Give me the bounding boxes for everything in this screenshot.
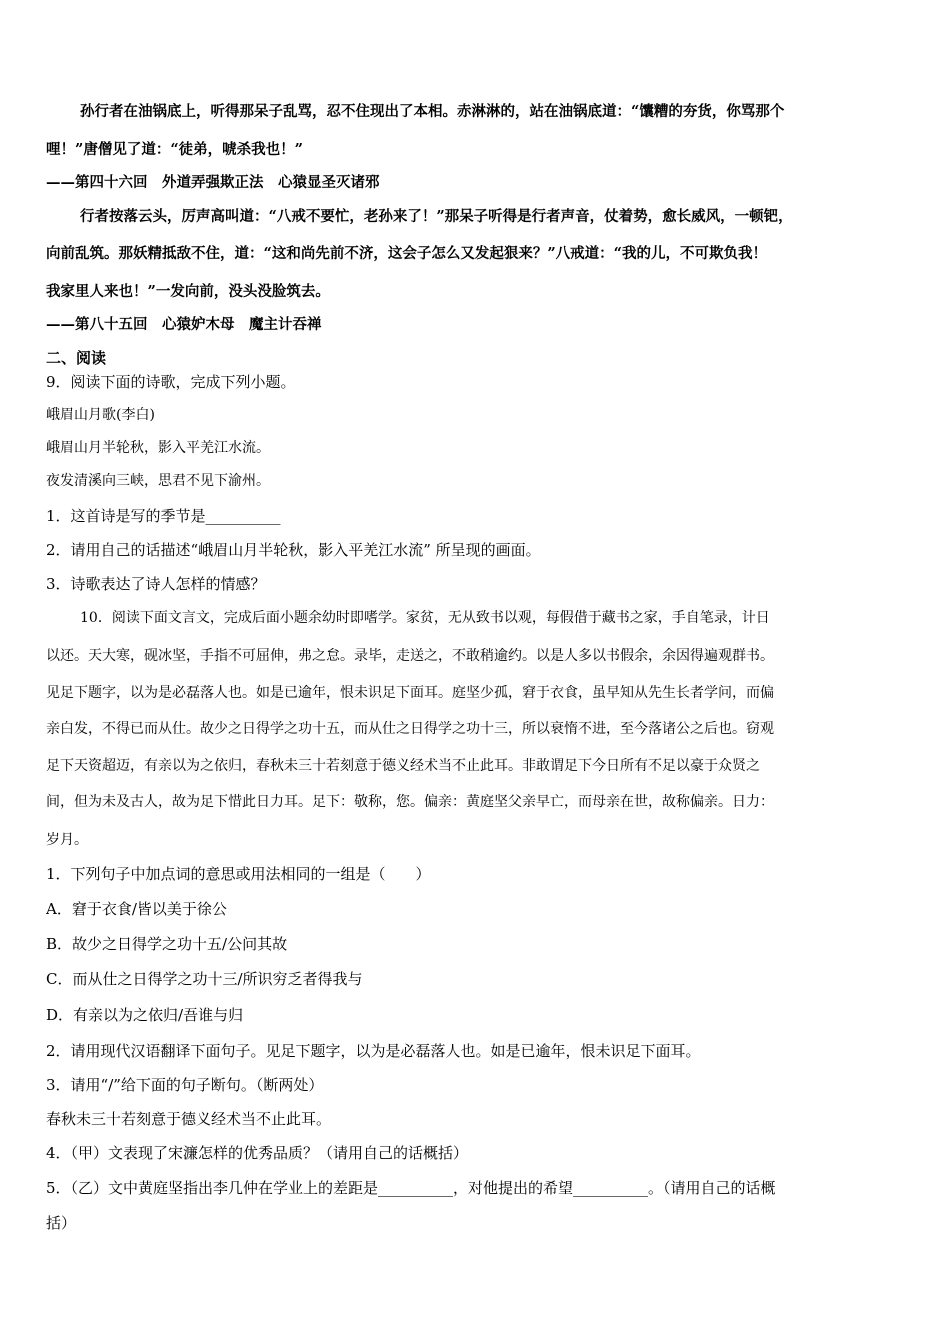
q10-text-line7: 岁月。 (46, 832, 88, 848)
q9-sub1: 1．这首诗是写的季节是__________ (46, 507, 281, 525)
passage1-para2-line3: 我家里人来也！”一发向前，没头没脸筑去。 (46, 283, 330, 300)
q9-prompt: 9．阅读下面的诗歌，完成下列小题。 (46, 373, 296, 391)
q10-text-line6: 间，但为未及古人，故为足下惜此日力耳。足下：敬称，您。偏亲：黄庭坚父亲早亡，而母亲在世，故称偏亲。日力： (46, 794, 774, 810)
q10-option-d: D．有亲以为之依归/吾谁与归 (46, 1006, 244, 1024)
q10-text-line2: 以还。天大寒，砚冰坚，手指不可屈伸，弗之怠。录毕，走送之，不敢稍逾约。以是人多以书假余，余因得遍观群书。 (46, 648, 774, 664)
q9-poem-line1: 峨眉山月半轮秋，影入平羌江水流。 (46, 440, 270, 456)
q9-sub2: 2．请用自己的话描述“峨眉山月半轮秋，影入平羌江水流” 所呈现的画面。 (46, 541, 541, 559)
q10-sub3-text: 春秋未三十若刻意于德义经术当不止此耳。 (46, 1110, 332, 1128)
q10-sub3: 3．请用“/”给下面的句子断句。（断两处） (46, 1076, 324, 1094)
q10-text-line4: 亲白发，不得已而从仕。故少之日得学之功十五，而从仕之日得学之功十三，所以衰惰不进，至今落诸公之后也。窃观 (46, 721, 774, 737)
q10-sub1: 1．下列句子中加点词的意思或用法相同的一组是（ ） (46, 865, 431, 883)
q9-poem-line2: 夜发清溪向三峡，思君不见下渝州。 (46, 473, 270, 489)
q10-text-line3: 见足下题字，以为是必磊落人也。如是已逾年，恨未识足下面耳。庭坚少孤，窘于衣食，虽早知从先生长者学问，而偏 (46, 685, 774, 701)
passage1-para2-line1: 行者按落云头，厉声高叫道：“八戒不要忙，老孙来了！”那呆子听得是行者声音，仗着势，愈长威风，一顿钯， (80, 208, 793, 225)
q9-sub3: 3．诗歌表达了诗人怎样的情感？ (46, 575, 266, 593)
passage1-para1-line1: 孙行者在油锅底上，听得那呆子乱骂，忍不住现出了本相。赤淋淋的，站在油锅底道：“馕糟的夯货，你骂那个 (80, 103, 785, 120)
section-title: 二、阅读 (46, 349, 107, 367)
q10-sub2: 2．请用现代汉语翻译下面句子。见足下题字，以为是必磊落人也。如是已逾年，恨未识足下面耳。 (46, 1042, 701, 1060)
q9-poem-title: 峨眉山月歌(李白) (46, 407, 155, 423)
passage1-para2-line2: 向前乱筑。那妖精抵敌不住，道：“这和尚先前不济，这会子怎么又发起狠来？”八戒道：“我的儿，不可欺负我！ (46, 245, 768, 262)
passage1-source2: ——第八十五回 心猿妒木母 魔主计吞禅 (46, 316, 322, 333)
q10-text-line1: 10．阅读下面文言文，完成后面小题余幼时即嗜学。家贫，无从致书以观，每假借于藏书之家，手自笔录，计日 (80, 610, 770, 626)
q10-sub4: 4．（甲）文表现了宋濂怎样的优秀品质？（请用自己的话概括） (46, 1144, 469, 1162)
q10-option-c: C．而从仕之日得学之功十三/所识穷乏者得我与 (46, 970, 363, 988)
q10-option-b: B．故少之日得学之功十五/公问其故 (46, 935, 288, 953)
q10-option-a: A．窘于衣食/皆以美于徐公 (46, 900, 227, 918)
passage1-source1: ——第四十六回 外道弄强欺正法 心猿显圣灭诸邪 (46, 174, 380, 191)
q10-text-line5: 足下天资超迈，有亲以为之依归，春秋未三十若刻意于德义经术当不止此耳。非敢谓足下今日所有不足以豪于众贤之 (46, 758, 760, 774)
passage1-para1-line2: 哩！”唐僧见了道：“徒弟，唬杀我也！” (46, 141, 304, 158)
q10-sub5-line1: 5．（乙）文中黄庭坚指出李几仲在学业上的差距是__________，对他提出的希望__________。（请用自己的话概 (46, 1179, 776, 1197)
q10-sub5-line2: 括） (46, 1214, 77, 1232)
